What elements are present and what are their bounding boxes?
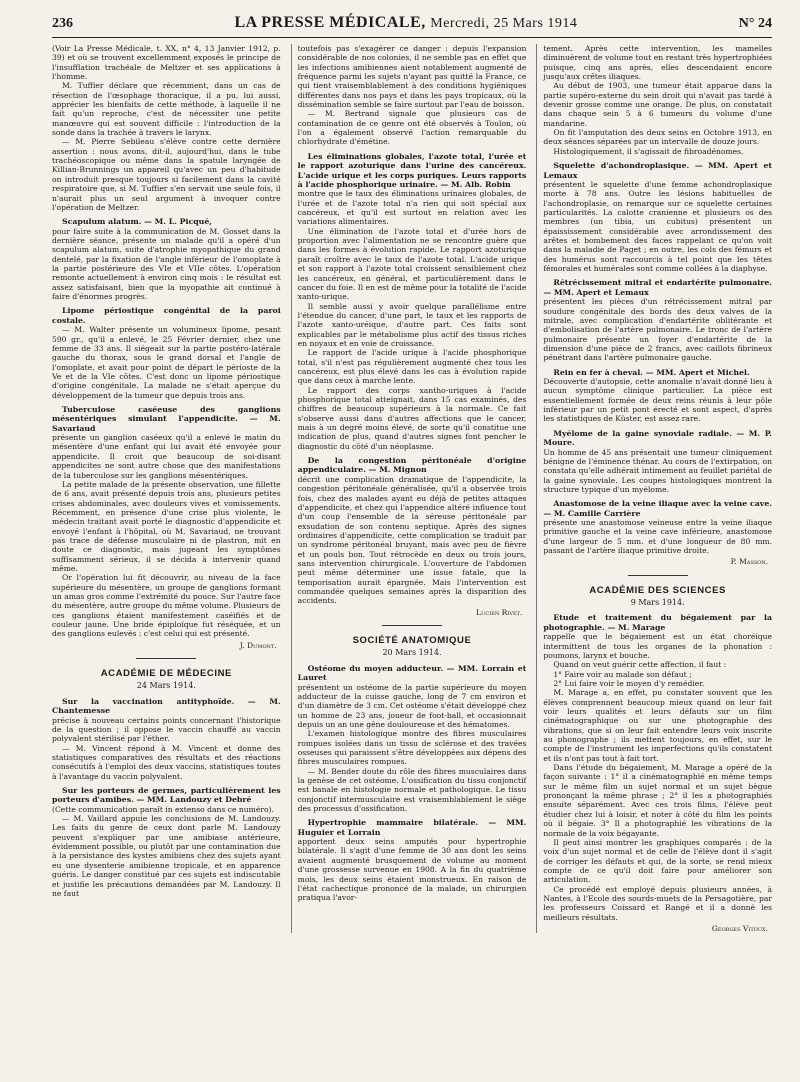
paragraph: apportent deux seins amputés pour hypertrophie bilatérale. Il s'agit d'une femme de 30 ans dont les seins avaient augmenté brusquement de volume au moment d'une grossesse survenue en 1908. A la fin du quatrième mois, les deux seins étaient monstrueux. En raison de l'état cachectique prononcé de la malade, un chirurgien pratiqua l'avor- — [297, 837, 527, 903]
paragraph: Ce procédé est employé depuis plusieurs années, à Nantes, à l'Ecole des sourds-muets de la Persagotière, par les professeurs Coissard et Rangé et il a donné les meilleurs résultats. — [543, 884, 773, 922]
topic-heading: Les éliminations globales, l'azote total, l'urée et le rapport azoturique dans l'urine des cancéreux. L'acide urique et les corps puriques. Leurs rapports à l'acide phosphorique urinaire. — M. Alb. Robin — [297, 151, 527, 189]
paragraph: tement. Après cette intervention, les mamelles diminuèrent de volume tout en restant très hypertrophiées puisque, cinq ans après, elles descendaient encore jusqu'aux crêtes iliaques. — [543, 44, 773, 82]
section-date: 20 Mars 1914. — [382, 648, 442, 658]
topic-heading: Sur la vaccination antityphoïde. — M. Chantemesse — [52, 696, 281, 716]
topic-heading: De la congestion péritonéale d'origine appendiculaire. — M. Mignon — [297, 456, 527, 475]
paragraph: Le rapport de l'acide urique à l'acide phosphorique total, s'il n'est pas régulièrement augmenté chez tous les cancéreux, est plus élevé dans les cas à évolution rapide que dans ceux à marche lente. — [297, 348, 527, 386]
section-divider — [628, 575, 688, 576]
topic-heading: Ostéome du moyen adducteur. — MM. Lorrain et Lauret — [297, 663, 527, 683]
section-date: 9 Mars 1914. — [630, 598, 685, 608]
author-signature: P. Masson. — [730, 557, 769, 567]
paragraph: présentent un ostéome de la partie supérieure du moyen adducteur de la cuisse gauche, long de 7 cm environ et d'un diamètre de 3 cm. Cet ostéome s'était développé chez un homme de 23 ans, joueur de foot-ball, et occasionnait depuis un an une gêne douloureuse et des hématomes. — [297, 682, 527, 729]
paragraph: M. Marage a, en effet, pu constater souvent que les élèves comprennent beaucoup mieux quand on leur fait voir leurs qualités et leurs défauts sur un film cinématographique ou sur une photographie des vibrations, que si on leur fait entendre leurs voix inscrite au phonographe ; ils mettent toujours, en effet, sur le compte de l'instrument les imperfections qu'ils constatent et ils n'ont pas tout à fait tort. — [543, 688, 773, 763]
paragraph: On fit l'amputation des deux seins en Octobre 1913, en deux séances séparées par un intervalle de douze jours. — [543, 128, 773, 147]
issue-date: Mercredi, 25 Mars 1914 — [430, 16, 578, 31]
paragraph: précise à nouveau certains points concernant l'historique de la question ; il oppose le vaccin chauffé au vaccin polyvalent stérilisé par l'éther. — [52, 715, 281, 744]
paragraph: présente une anastomose veineuse entre la veine iliaque primitive gauche et la veine cave inférieure, anastomose d'une largeur de 5 mm. et d'une longueur de 80 mm. passant de l'artère iliaque primitive droite. — [543, 518, 773, 556]
column-3 — [536, 44, 772, 933]
paragraph: (Cette communication paraît in extenso dans ce numéro). — [52, 804, 274, 814]
paragraph: Il peut ainsi montrer les graphiques comparés : de la voix d'un sujet normal et de celle de l'élève dont il s'agit de corriger les défauts et qui, de la sorte, se rend mieux compte de ce qu'il doit faire pour améliorer son articulation. — [543, 837, 773, 885]
journal-title-line — [234, 14, 577, 32]
topic-heading: Anastomose de la veine iliaque avec la veine cave. — M. Camille Carrière — [543, 499, 773, 518]
topic-heading: Sur les porteurs de germes, particulièrement les porteurs d'amibes. — MM. Landouzy et Debré — [52, 785, 281, 805]
page-header — [52, 14, 772, 38]
paragraph: — M. Vaillard appuie les conclusions de M. Landouzy. Les faits du genre de ceux dont parle M. Landouzy peuvent s'expliquer par une amibiase antérieure, évidemment possible, ou plutôt par une contamination due à la persistance des kystes amibiens chez des sujets ayant eu une dysenterie amibienne tropicale, et en apparence guéris. Le danger constitué par ces sujets est indiscutable et justifie les précautions demandées par M. Landouzy. Il ne faut — [52, 814, 281, 898]
paragraph: Histologiquement, il s'agissait de fibroadénomes. — [553, 146, 744, 156]
section-divider — [382, 625, 442, 626]
section-divider — [136, 658, 196, 659]
paragraph: L'examen histologique montre des fibres musculaires rompues isolées dans un tissu de sclérose et des travées osseuses qui paraissent s'être développées aux dépens des fibres musculaires rompues. — [297, 729, 527, 767]
paragraph: Il semble aussi y avoir quelque parallélisme entre l'étendue du cancer, d'une part, le taux et les rapports de l'azote xanto-uréique, d'autre part. Ces faits sont explicables par le métabolisme plus actif des tissus riches en noyaux et en voie de croissance. — [297, 301, 527, 348]
paragraph: 1° Faire voir au malade son défaut ; — [553, 669, 692, 679]
topic-heading: Etude et traitement du bégaiement par la photographie. — M. Marage — [543, 613, 773, 632]
paragraph: Quand on veut guérir cette affection, il faut : — [553, 660, 727, 670]
issue-number: N° 24 — [738, 16, 772, 31]
paragraph: présentent les pièces d'un rétrécissement mitral par soudure congénitale des bords des deux valves de la mitrale, avec complication d'endartérite oblitérante et d'embolisation de l'artère pulmonaire. Le tronc de l'artère pulmonaire présente un foyer d'endartérite de la dimension d'une pièce de 2 francs, avec caillots fibrineux pénétrant dans l'artère pulmonaire gauche. — [543, 297, 773, 363]
column-2 — [291, 44, 527, 933]
paragraph: décrit une complication dramatique de l'appendicite, la congestion péritonéale généralisée, qu'il a observée trois fois, chez des malades ayant eu déjà de petites attaques d'appendicite, et chez qui l'appendice altéré influence tout d'un coup l'ensemble de la séreuse péritonéale par exsudation de son contenu septique. Après des signes ordinaires d'appendicite, cette complication se traduit par un syndrome péritonéal bruyant, mais avec peu de fièvre et un pouls bon. Tout rétrocède en deux ou trois jours, sans intervention chirurgicale. L'ouverture de l'abdomen peut même déterminer une issue fatale, que la temporisation aurait épargnée. Mais l'intervention est commandée quelques semaines après la disparition des accidents. — [297, 474, 527, 606]
paragraph: Une élimination de l'azote total et d'urée hors de proportion avec l'alimentation ne se rencontre guère que dans les formes à évolution rapide. Le rapport azoturique paraît croître avec le taux de l'azote total. L'acide urique et son rapport à l'azote total croissent sensiblement chez les cancéreux, en général, et particulièrement dans le cancer du foie. Il en est de même pour la totalité de l'acide xanto-urique. — [297, 226, 527, 302]
paragraph: montre que le taux des éliminations urinaires globales, de l'urée et de l'azote total n'a rien qui soit spécial aux cancéreux, et qu'il est surtout en relation avec les variations alimentaires. — [297, 189, 527, 227]
paragraph: — M. Walter présente un volumineux lipome, pesant 590 gr., qu'il a enlevé, le 25 Février dernier, chez une femme de 33 ans. Il siégeait sur la partie postéro-latérale gauche du thorax, sous le grand dorsal et l'angle de l'omoplate, et avait pour point de départ le périoste de la Ve et de la VIe côtes. C'est donc un lipome périostique d'origine congénitale. La malade ne s'était aperçue du développement de la tumeur que depuis trois ans. — [52, 325, 281, 400]
paragraph: 2° Lui faire voir le moyen d'y remédier. — [553, 679, 705, 688]
paragraph: — M. Bender doute du rôle des fibres musculaires dans la genèse de cet ostéome. L'ossification du tissu conjonctif est banale en histologie normale et pathologique. Le tissu conjonctif intermusculaire est vraisemblablement le siège des processus d'ossification. — [297, 766, 527, 813]
section-title: SOCIÉTÉ ANATOMIQUE — [352, 635, 472, 646]
section-title: ACADÉMIE DE MÉDECINE — [100, 668, 232, 680]
paragraph: Au début de 1903, une tumeur était apparue dans la partie supéro-externe du sein droit qui n'avait pas tardé à devenir grosse comme une orange. De plus, on constatait dans chaque sein 5 à 6 tumeurs du volume d'une mandarine. — [543, 81, 773, 128]
paragraph: Dans l'étude du bégaiement, M. Marage a opéré de la façon suivante : 1° il a cinématographié en même temps sur le même film un sujet normal et un sujet bègue prononçant la même phrase ; 2° il les a photographiés ensuite séparément. Avec ces trois films, l'élève peut étudier chez lui à loisir, et noter à côté du film les points où il bégaie. 3° Il a photographié les vibrations de la normale de la voix bégayante. — [543, 763, 773, 838]
topic-heading: Lipome périostique congénital de la paroi costale. — [52, 306, 281, 325]
columns — [52, 44, 772, 933]
paragraph: — M. Bertrand signale que plusieurs cas de contamination de ce genre ont été observés à Toulon, où l'on a également observé l'action remarquable du chlorhydrate d'émétine. — [297, 109, 527, 147]
paragraph: toutefois pas s'exagérer ce danger : depuis l'expansion considérable de nos colonies, il ne semble pas en effet que les infections amibiennes aient notablement augmenté de fréquence parmi les sujets n'ayant pas quitté la France, ce qui tient vraisemblablement à des conditions hygiéniques différentes dans nos pays et dans les pays tropicaux, où la dissémination semble se faire surtout par l'eau de boisson. — [297, 44, 527, 110]
paragraph: — M. Vincent répond à M. Vincent et donne des statistiques comparatives des résultats et des réactions consécutifs à l'emploi des deux vaccins, statistiques toutes à l'avantage du vaccin polyvalent. — [52, 743, 281, 781]
paragraph: présentent le squelette d'une femme achondroplasique morte à 78 ans. Outre les lésions habituelles de l'achondroplasie, on remarque sur ce squelette certaines particularités. La calotte cranienne et plusieurs os des membres (un tibia, un cubitus) présentent un épaississement considérable avec arrondissement des arêtes et bombement des faces rappelant ce qu'on voit dans la maladie de Paget ; en outre, les cols des fémurs et des humérus sont raccourcis à tel point que les têtes fémorales et humérales sont comme collées à la diaphyse. — [543, 179, 773, 274]
column-1 — [52, 44, 281, 933]
topic-heading: Rétrécissement mitral et endartérite pulmonaire. — MM. Apert et Lemaux — [543, 278, 773, 297]
topic-heading: Scapulum alatum. — M. L. Picqué, — [62, 217, 213, 227]
author-signature: Georges Vitoux. — [711, 923, 769, 933]
journal-title: LA PRESSE MÉDICALE, — [234, 14, 426, 31]
paragraph: rappelle que le bégaiement est un état choréique intermittent de tous les organes de la phonation : poumons, larynx et bouche. — [543, 632, 773, 660]
author-signature: Lucien Rivet. — [476, 607, 523, 617]
paragraph: Le rapport des corps xantho-uriques à l'acide phosphorique total atteignait, dans 15 cas examinés, des chiffres de beaucoup supérieurs à la normale. Ce fait s'observe aussi dans d'autres affections que le cancer, mais à un degré moins élevé, de sorte qu'il constitue une indication de plus, quand d'autres signes font pencher le diagnostic du côté d'un néoplasme. — [297, 385, 527, 451]
paragraph: Or l'opération lui fit découvrir, au niveau de la face supérieure du mésentère, un groupe de ganglions formant un amas gros comme l'extrémité du pouce. Sur l'autre face du mésentère, autre groupe du même volume. Plusieurs de ces ganglions étaient manifestement caséifiés et de couleur jaune. Une bride épiploïque fut réséquée, et un des ganglions eulevés : c'est celui qui est présenté. — [52, 573, 281, 639]
author-signature: J. Dumont. — [239, 640, 277, 650]
topic-heading: Myélome de la gaine synoviale radiale. — M. P. Moure. — [543, 428, 773, 448]
paragraph: présente un ganglion caséeux qu'il a enlevé le matin du mésentère d'une enfant qui lui avait été envoyée pour appendicite. Il croit que beaucoup de soi-disant appendicites ne sont autre chose que des manifestations de la tuberculose sur les ganglions mésentériques. — [52, 433, 281, 480]
paragraph: La petite malade de la présente observation, une fillette de 6 ans, avait présenté depuis trois ans, plusieurs petites crises abdominales, avec douleurs vives et vomissements. Récemment, en présence d'une crise plus violente, le médecin traitant avait porté le diagnostic d'appendicite et envoyé l'enfant à l'hôpital, où M. Savariaud, ne trouvant pas trace de défense musculaire ni de plastron, mit en doute ce diagnostic, mais jugeant les symptômes suffisamment sérieux, il se décida à intervenir quand même. — [52, 479, 281, 573]
paragraph: M. Tuffier déclare que récemment, dans un cas de résection de l'œsophage thoracique, il a pu, lui aussi, apprécier les bienfaits de cette méthode, à laquelle il ne fait qu'un reproche, c'est de nécessiter une petite manœuvre qui est souvent difficile : l'introduction de la sonde dans la trachée à travers le larynx. — [52, 81, 281, 138]
paragraph: (Voir La Presse Médicale, t. XX, n° 4, 13 Janvier 1912, p. 39) et où se trouvent excellemment exposés le principe de l'insufflation trachéale de Meltzer et ses applications à l'homme. — [52, 44, 281, 82]
paragraph: Un homme de 45 ans présentait une tumeur cliniquement bénigne de l'éminence thénar. Au cours de l'extirpation, on constata qu'elle adhérait intimement au feuillet pariétal de la gaine synoviale. Les coupes histologiques montrent la structure typique d'un myélome. — [543, 447, 773, 494]
topic-heading: Rein en fer à cheval. — MM. Apert et Michel. — [553, 367, 750, 377]
paragraph: — M. Pierre Sebileau s'élève contre cette dernière assertion : nous avons, dit-il, aujourd'hui, dans le tube trachéoscopique ou même dans la spatule laryngée de Killian-Brunnings un appareil qu'avec un peu d'habitude on introduit presque toujours si facilement dans la cavité respiratoire que, si M. Tuffier s'en servait une seule fois, il n'aurait plus un seul argument à invoquer contre l'opération de Meltzer. — [52, 137, 281, 212]
page-number: 236 — [52, 16, 73, 31]
section-title: ACADÉMIE DES SCIENCES — [589, 584, 726, 596]
topic-heading: Hypertrophie mammaire bilatérale. — MM. Huguier et Lorrain — [297, 818, 527, 837]
section-date: 24 Mars 1914. — [136, 681, 196, 691]
topic-heading: Squelette d'achondroplasique. — MM. Apert et Lemaux — [543, 161, 773, 180]
paragraph: pour faire suite à la communication de M. Gosset dans la dernière séance, présente un malade qu'il a opéré d'un scapulum alatum, suite d'atrophie myopathique du grand dentelé, par la fixation de l'angle inférieur de l'omoplate à la partie postérieure des VIe et VIIe côtes. L'opération remonte actuellement à environ cinq mois : le résultat est assez satisfaisant, bien que la myopathie ait continué à faire d'énormes progrès. — [52, 226, 281, 301]
paragraph: Découverte d'autopsie, cette anomalie n'avait donné lieu à aucun symptôme clinique particulier. La pièce est essentiellement formée de deux reins réunis à leur pôle inférieur par un petit pont érecté et sont aspect, d'après les statistiques de Küster, est assez rare. — [543, 377, 773, 424]
topic-heading: Tuberculose caséeuse des ganglions mésentériques simulant l'appendicite. — M. Savariaud — [52, 404, 281, 433]
